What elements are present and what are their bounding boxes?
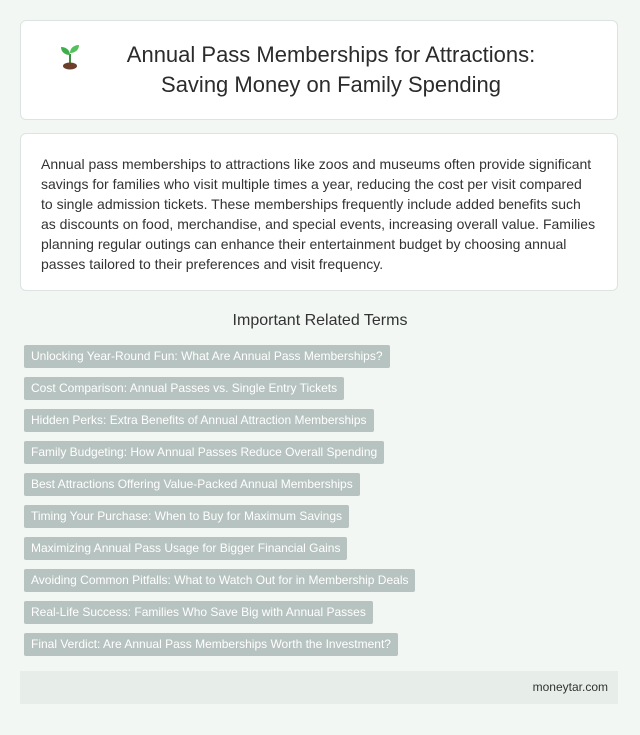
related-term-link[interactable]: Timing Your Purchase: When to Buy for Maximum Savings — [24, 505, 349, 528]
related-term-link[interactable]: Hidden Perks: Extra Benefits of Annual Attraction Memberships — [24, 409, 374, 432]
summary-text: Annual pass memberships to attractions like zoos and museums often provide significant savings for families who visit multiple times a year, reducing the cost per visit compared to single admission tickets. These memberships frequently include added benefits such as discounts on food, merchandise, and special events, increasing overall value. Families planning regular outings can enhance their entertainment budget by choosing annual passes tailored to their preferences and visit frequency. — [41, 156, 596, 272]
related-term-link[interactable]: Final Verdict: Are Annual Pass Memberships Worth the Investment? — [24, 633, 398, 656]
footer — [20, 671, 618, 704]
related-term-link[interactable]: Unlocking Year-Round Fun: What Are Annual Pass Memberships? — [24, 345, 390, 368]
related-term-link[interactable]: Avoiding Common Pitfalls: What to Watch Out for in Membership Deals — [24, 569, 415, 592]
related-term-link[interactable]: Best Attractions Offering Value-Packed Annual Memberships — [24, 473, 360, 496]
title-wrap — [57, 40, 561, 100]
related-term-link[interactable]: Real-Life Success: Families Who Save Big with Annual Passes — [24, 601, 373, 624]
footer-site-link[interactable]: moneytar.com — [532, 680, 608, 694]
page-title: Annual Pass Memberships for Attractions: Saving Money on Family Spending — [126, 42, 536, 97]
related-term-link[interactable]: Maximizing Annual Pass Usage for Bigger Financial Gains — [24, 537, 347, 560]
related-term-link[interactable]: Cost Comparison: Annual Passes vs. Single Entry Tickets — [24, 377, 344, 400]
related-term-link[interactable]: Family Budgeting: How Annual Passes Reduce Overall Spending — [24, 441, 384, 464]
related-terms-list — [24, 345, 614, 665]
sprout-icon — [57, 42, 83, 70]
related-terms-heading: Important Related Terms — [232, 312, 408, 329]
summary-card — [20, 133, 618, 291]
title-card — [20, 20, 618, 120]
